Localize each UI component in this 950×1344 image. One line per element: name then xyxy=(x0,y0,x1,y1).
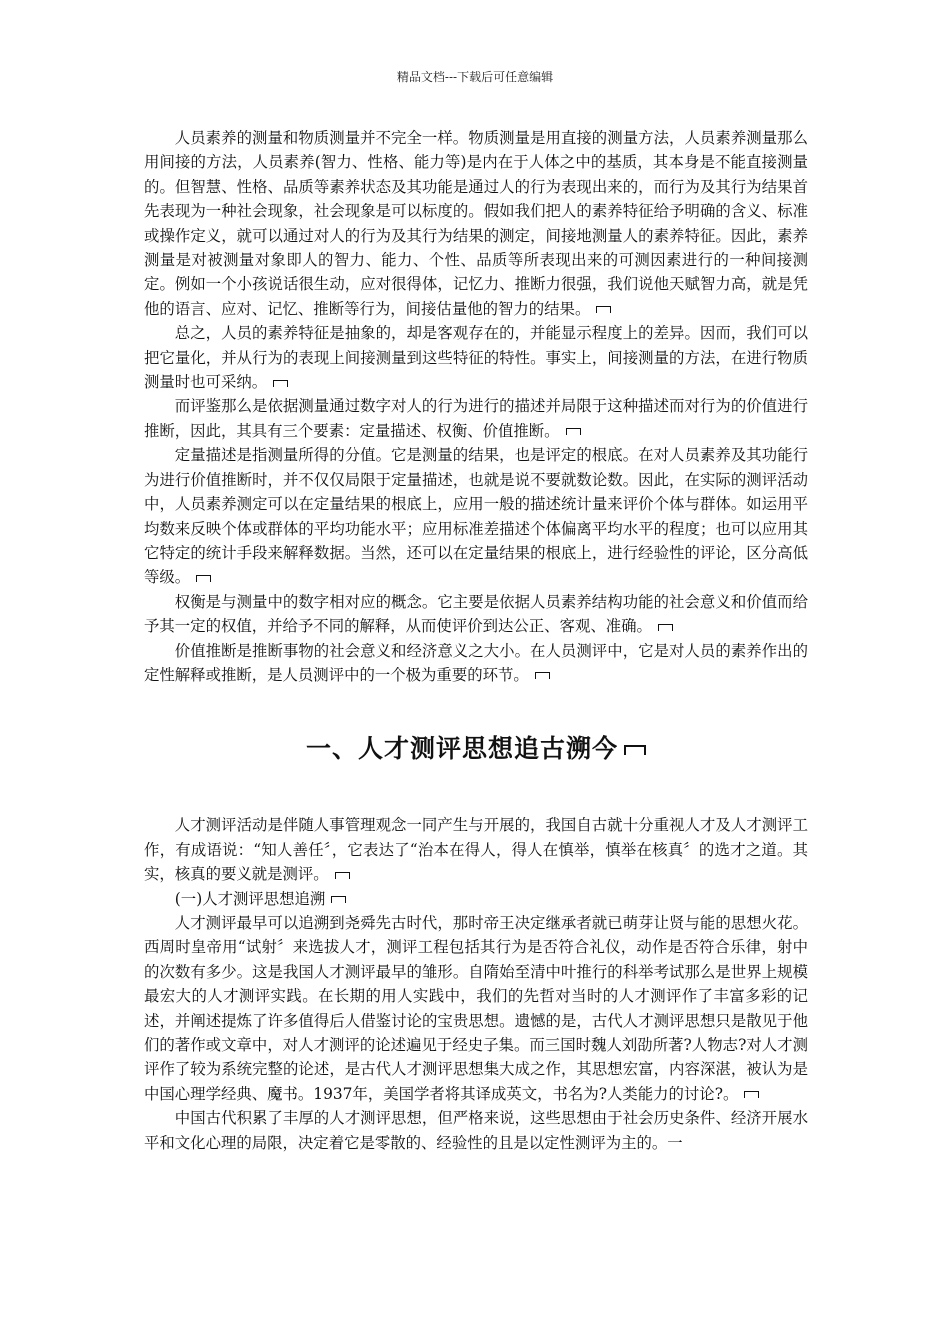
paragraph-mark-icon xyxy=(624,745,646,755)
paragraph: 人才测评活动是伴随人事管理观念一同产生与开展的，我国自古就十分重视人才及人才测评工作，有成语说：“知人善任〞，它表达了“治本在得人，得人在慎举，慎举在核真〞的选才之道。其实，核真的要义就是测评。 xyxy=(144,816,808,884)
paragraph-mark-icon xyxy=(335,872,350,879)
paragraph: 人才测评最早可以追溯到尧舜先古时代，那时帝王决定继承者就已萌芽让贤与能的思想火花。西周时皇帝用“试射〞来选拔人才，测评工程包括其行为是否符合礼仪，动作是否符合乐律，射中的次数有多少。这是我国人才测评最早的雏形。自隋始至清中叶推行的科举考试那么是世界上规模最宏大的人才测评实践。在长期的用人实践中，我们的先哲对当时的人才测评作了丰富多彩的记述，并阐述提炼了许多值得后人借鉴讨论的宝贵思想。遗憾的是，古代人才测评思想只是散见于他们的著作或文章中，对人才测评的论述遍见于经史子集。而三国时魏人刘劭所著?人物志?对人才测评作了较为系统完整的论述，是古代人才测评思想集大成之作，其思想宏富，内容深湛，被认为是中国心理学经典、魔书。1937年，美国学者将其译成英文，书名为?人类能力的讨论?。 xyxy=(144,913,808,1103)
paragraph: 定量描述是指测量所得的分值。它是测量的结果，也是评定的根底。在对人员素养及其功能行为进行价值推断时，并不仅仅局限于定量描述，也就是说不要就数论数。因此，在实际的测评活动中，人员素养测定可以在定量结果的根底上，应用一般的描述统计量来评价个体与群体。如运用平均数来反映个体或群体的平均功能水平；应用标准差描述个体偏离平均水平的程度；也可以应用其它特定的统计手段来解释数据。当然，还可以在定量结果的根底上，进行经验性的评论，区分高低等级。 xyxy=(144,446,808,587)
paragraph: 中国古代积累了丰厚的人才测评思想，但严格来说，这些思想由于社会历史条件、经济开展水平和文化心理的局限，决定着它是零散的、经验性的且是以定性测评为主的。一 xyxy=(144,1109,808,1152)
paragraph-mark-icon xyxy=(535,672,550,679)
paragraph-mark-icon xyxy=(596,306,611,313)
paragraph: 而评鉴那么是依据测量通过数字对人的行为进行的描述并局限于这种描述而对行为的价值进行推断，因此，其具有三个要素：定量描述、权衡、价值推断。 xyxy=(144,397,808,440)
paragraph-mark-icon xyxy=(566,428,581,435)
paragraph-mark-icon xyxy=(273,380,288,387)
section-heading: 一、人才测评思想追古溯今 xyxy=(144,729,808,765)
document-body xyxy=(144,126,808,1155)
paragraph-mark-icon xyxy=(744,1091,759,1098)
paragraph: 价值推断是推断事物的社会意义和经济意义之大小。在人员测评中，它是对人员的素养作出的定性解释或推断，是人员测评中的一个极为重要的环节。 xyxy=(144,641,808,684)
page-header: 精品文档---下载后可任意编辑 xyxy=(396,70,554,84)
paragraph: 人员素养的测量和物质测量并不完全一样。物质测量是用直接的测量方法，人员素养测量那么用间接的方法，人员素养(智力、性格、能力等)是内在于人体之中的基质，其本身是不能直接测量的。但智慧、性格、品质等素养状态及其功能是通过人的行为表现出来的，而行为及其行为结果首先表现为一种社会现象，社会现象是可以标度的。假如我们把人的素养特征给予明确的含义、标准或操作定义，就可以通过对人的行为及其行为结果的测定，间接地测量人的素养特征。因此，素养测量是对被测量对象即人的智力、能力、个性、品质等所表现出来的可测因素进行的一种间接测定。例如一个小孩说话很生动，应对很得体，记忆力、推断力很强，我们说他天赋智力高，就是凭他的语言、应对、记忆、推断等行为，间接估量他的智力的结果。 xyxy=(144,129,808,318)
subsection-heading: (一)人才测评思想追溯 xyxy=(144,887,808,911)
paragraph-mark-icon xyxy=(331,896,346,903)
paragraph: 总之，人员的素养特征是抽象的，却是客观存在的，并能显示程度上的差异。因而，我们可以把它量化，并从行为的表现上间接测量到这些特征的特性。事实上，间接测量的方法，在进行物质测量时也可采纳。 xyxy=(144,324,808,392)
paragraph-mark-icon xyxy=(196,575,211,582)
paragraph-mark-icon xyxy=(658,624,673,631)
paragraph: 权衡是与测量中的数字相对应的概念。它主要是依据人员素养结构功能的社会意义和价值而给予其一定的权值，并给予不同的解释，从而使评价到达公正、客观、准确。 xyxy=(144,592,808,636)
